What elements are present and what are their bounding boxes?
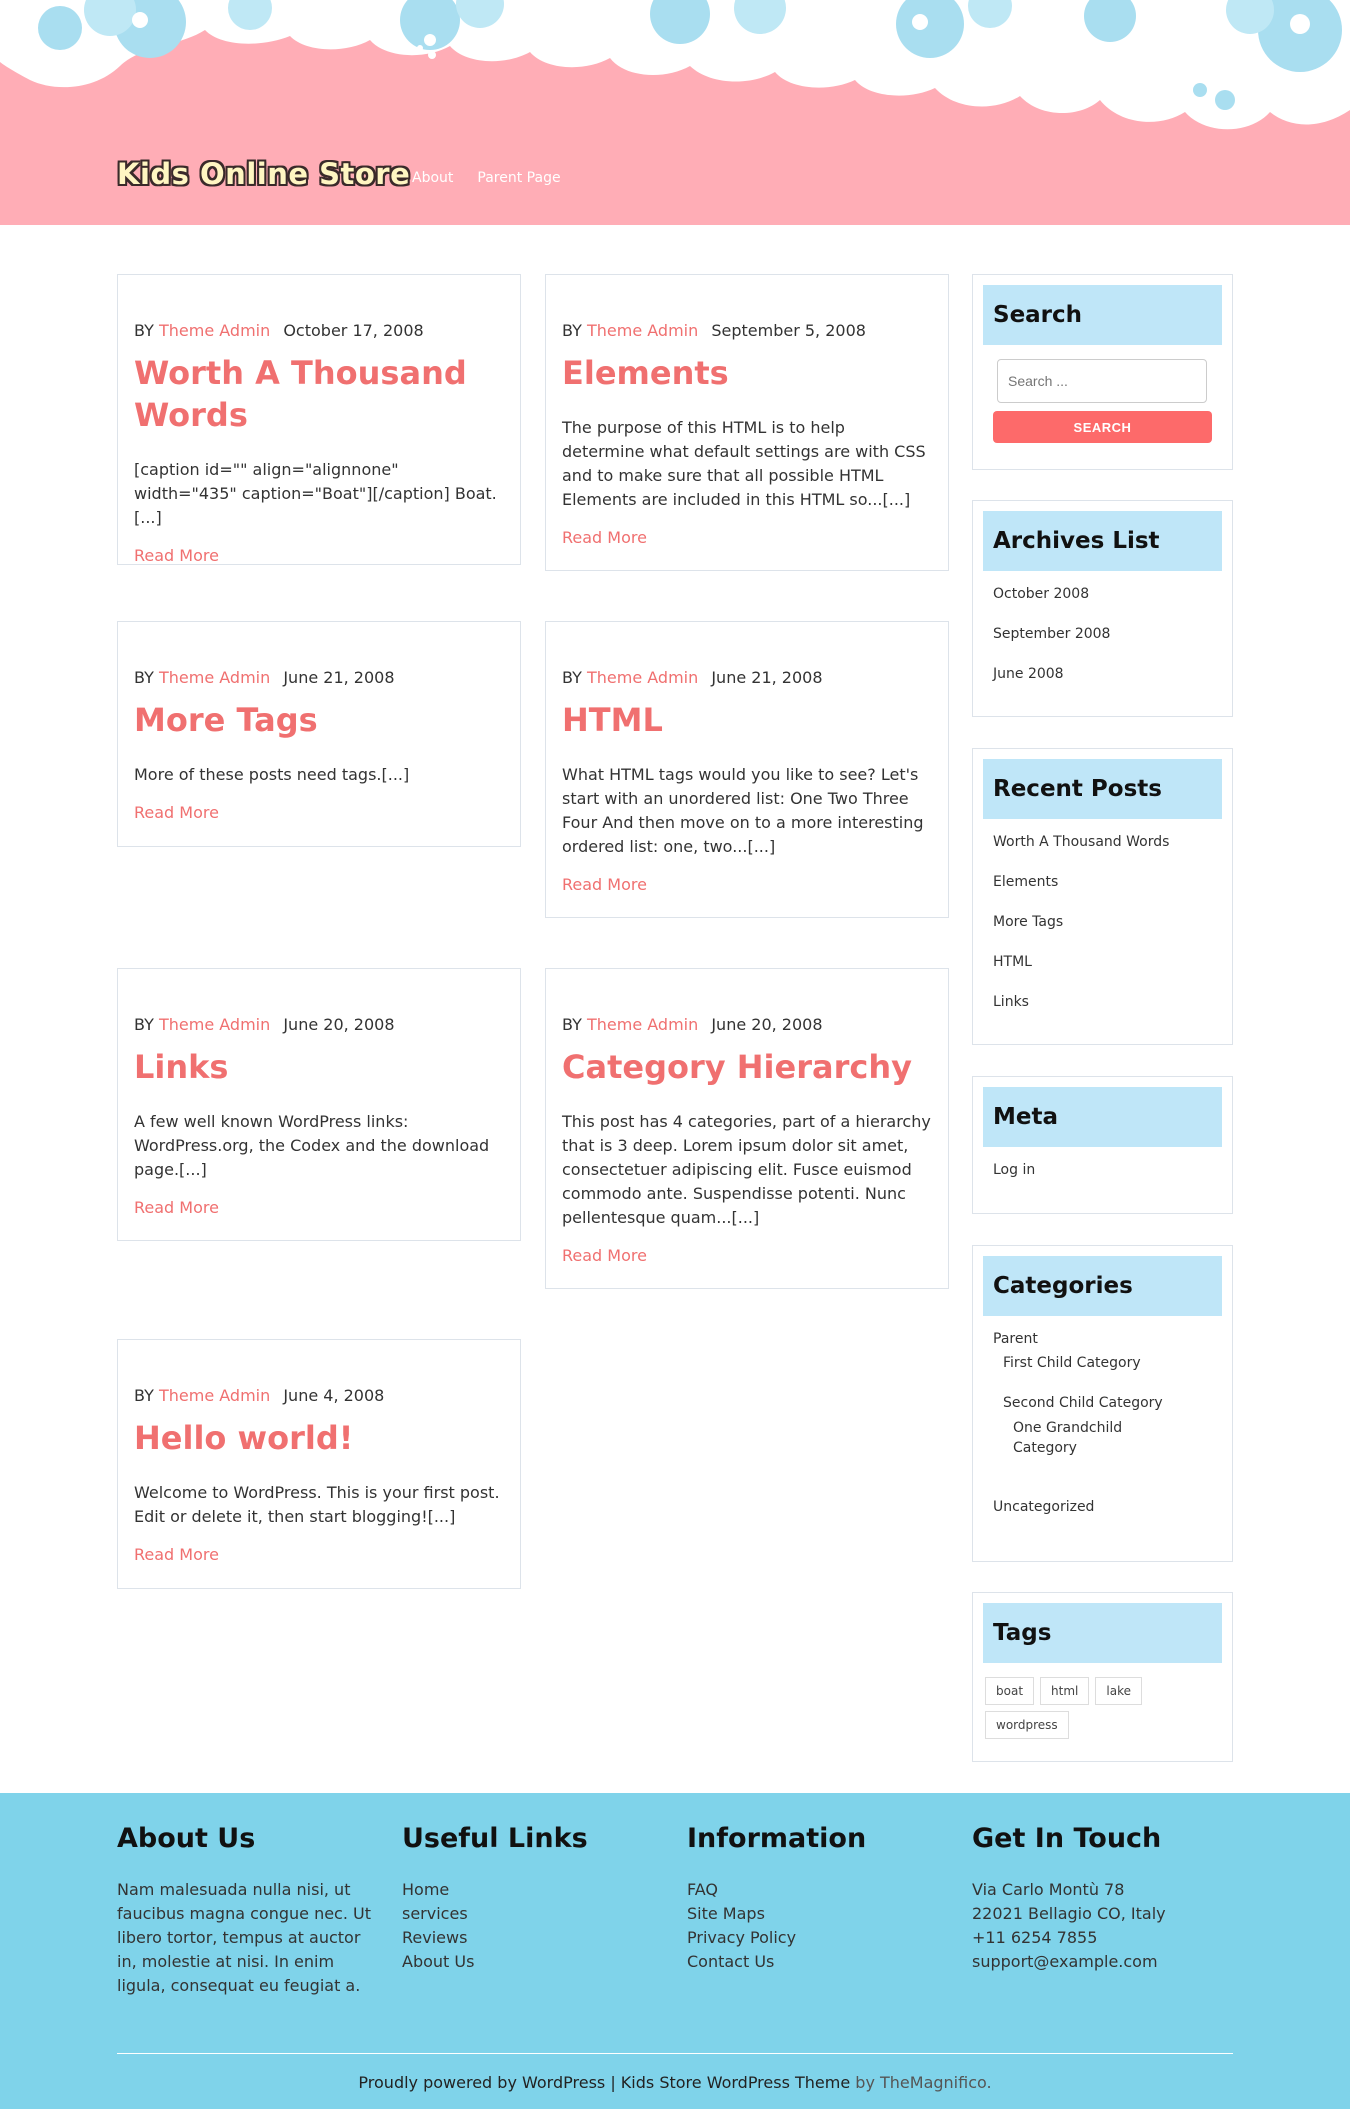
post-by-label: BY bbox=[134, 321, 154, 340]
archives-widget bbox=[972, 500, 1233, 717]
search-button[interactable]: SEARCH bbox=[993, 411, 1212, 443]
site-footer bbox=[0, 1793, 1350, 2109]
post-meta bbox=[134, 1386, 504, 1405]
recent-post-link[interactable]: HTML bbox=[993, 954, 1032, 970]
post-title[interactable]: More Tags bbox=[134, 701, 318, 739]
widget-title: Archives List bbox=[983, 511, 1222, 571]
post-title[interactable]: Hello world! bbox=[134, 1419, 354, 1457]
footer-useful-links bbox=[402, 1823, 662, 1974]
post-card bbox=[117, 274, 521, 565]
meta-widget bbox=[972, 1076, 1233, 1214]
footer-heading: About Us bbox=[117, 1823, 256, 1854]
clouds-decoration bbox=[0, 0, 1350, 150]
post-date: October 17, 2008 bbox=[283, 321, 424, 340]
archive-link[interactable]: September 2008 bbox=[993, 626, 1111, 642]
post-author-link[interactable]: Theme Admin bbox=[158, 1015, 271, 1034]
recent-post-link[interactable]: Worth A Thousand Words bbox=[993, 834, 1170, 850]
footer-link-sitemaps[interactable]: Site Maps bbox=[687, 1904, 765, 1923]
post-author-link[interactable]: Theme Admin bbox=[158, 1386, 271, 1405]
post-by-label: BY bbox=[562, 1015, 582, 1034]
post-meta bbox=[562, 668, 932, 687]
site-title[interactable]: Kids Online Store bbox=[117, 157, 411, 191]
post-meta bbox=[134, 1015, 504, 1034]
category-uncategorized[interactable]: Uncategorized bbox=[993, 1499, 1095, 1515]
theme-link[interactable]: Kids Store WordPress Theme bbox=[620, 2073, 851, 2092]
recent-post-link[interactable]: More Tags bbox=[993, 914, 1064, 930]
nav-about[interactable]: About bbox=[412, 170, 454, 186]
post-title[interactable]: HTML bbox=[562, 701, 663, 739]
post-by-label: BY bbox=[134, 1386, 154, 1405]
post-card bbox=[545, 274, 949, 571]
read-more-link[interactable]: Read More bbox=[134, 803, 219, 822]
widget-title: Tags bbox=[983, 1603, 1222, 1663]
post-date: June 21, 2008 bbox=[711, 668, 823, 687]
post-card bbox=[117, 621, 521, 847]
post-by-label: BY bbox=[134, 1015, 154, 1034]
login-link[interactable]: Log in bbox=[993, 1162, 1036, 1178]
tag-link[interactable]: boat bbox=[985, 1677, 1034, 1705]
post-card bbox=[117, 1339, 521, 1589]
archive-link[interactable]: June 2008 bbox=[993, 666, 1064, 682]
post-author-link[interactable]: Theme Admin bbox=[158, 321, 271, 340]
recent-posts-widget bbox=[972, 748, 1233, 1045]
category-parent[interactable]: Parent bbox=[993, 1331, 1038, 1347]
post-date: September 5, 2008 bbox=[711, 321, 866, 340]
post-excerpt: The purpose of this HTML is to help determine what default settings are with CSS and to make sure that all possible HTML Elements are included in this HTML so...[...] bbox=[562, 418, 926, 509]
post-excerpt: What HTML tags would you like to see? Let's start with an unordered list: One Two Three Four And then move on to a more interesting ordered list: one, two...[...] bbox=[562, 765, 924, 856]
footer-link-contact[interactable]: Contact Us bbox=[687, 1952, 775, 1971]
archive-link[interactable]: October 2008 bbox=[993, 586, 1090, 602]
credit-author: by TheMagnifico. bbox=[850, 2073, 992, 2092]
read-more-link[interactable]: Read More bbox=[134, 1198, 219, 1217]
post-meta bbox=[562, 1015, 932, 1034]
footer-link-faq[interactable]: FAQ bbox=[687, 1880, 718, 1899]
category-second-child[interactable]: Second Child Category bbox=[1003, 1395, 1163, 1411]
search-widget bbox=[972, 274, 1233, 470]
read-more-link[interactable]: Read More bbox=[562, 875, 647, 894]
post-meta bbox=[562, 321, 932, 340]
credit-separator: | bbox=[605, 2073, 621, 2092]
contact-address: Via Carlo Montù 78 bbox=[972, 1880, 1125, 1899]
search-input[interactable] bbox=[997, 359, 1207, 403]
read-more-link[interactable]: Read More bbox=[134, 1545, 219, 1564]
category-grandchild[interactable]: One Grandchild Category bbox=[1013, 1420, 1123, 1456]
site-header bbox=[0, 0, 1350, 225]
post-excerpt: [caption id="" align="alignnone" width="435" caption="Boat"][/caption] Boat.[...] bbox=[134, 460, 497, 527]
post-by-label: BY bbox=[134, 668, 154, 687]
footer-information bbox=[687, 1823, 947, 1974]
footer-link-privacy[interactable]: Privacy Policy bbox=[687, 1928, 797, 1947]
read-more-link[interactable]: Read More bbox=[562, 528, 647, 547]
footer-divider bbox=[117, 2053, 1233, 2054]
post-author-link[interactable]: Theme Admin bbox=[158, 668, 271, 687]
tag-link[interactable]: lake bbox=[1095, 1677, 1142, 1705]
read-more-link[interactable]: Read More bbox=[134, 546, 219, 565]
widget-title: Categories bbox=[983, 1256, 1222, 1316]
tags-widget bbox=[972, 1592, 1233, 1762]
post-card bbox=[545, 621, 949, 918]
post-author-link[interactable]: Theme Admin bbox=[586, 321, 699, 340]
post-author-link[interactable]: Theme Admin bbox=[586, 668, 699, 687]
footer-credit bbox=[0, 2073, 1350, 2092]
post-title[interactable]: Links bbox=[134, 1048, 229, 1086]
footer-get-in-touch bbox=[972, 1823, 1232, 1974]
contact-city: 22021 Bellagio CO, Italy bbox=[972, 1904, 1166, 1923]
post-author-link[interactable]: Theme Admin bbox=[586, 1015, 699, 1034]
primary-nav bbox=[412, 170, 561, 186]
post-card bbox=[117, 968, 521, 1241]
footer-link-services[interactable]: services bbox=[402, 1904, 468, 1923]
footer-about bbox=[117, 1823, 377, 1998]
post-date: June 20, 2008 bbox=[283, 1015, 395, 1034]
footer-heading: Useful Links bbox=[402, 1823, 588, 1854]
read-more-link[interactable]: Read More bbox=[562, 1246, 647, 1265]
post-by-label: BY bbox=[562, 668, 582, 687]
tag-link[interactable]: html bbox=[1040, 1677, 1089, 1705]
post-excerpt: A few well known WordPress links: WordPress.org, the Codex and the download page.[...] bbox=[134, 1112, 490, 1179]
footer-about-text: Nam malesuada nulla nisi, ut faucibus magna congue nec. Ut libero tortor, tempus at auctor in, molestie at nisi. In enim ligula, consequat eu feugiat a. bbox=[117, 1880, 372, 1995]
powered-by-link[interactable]: Proudly powered by WordPress bbox=[358, 2073, 606, 2092]
widget-title: Meta bbox=[983, 1087, 1222, 1147]
post-title[interactable]: Elements bbox=[562, 354, 729, 392]
post-excerpt: This post has 4 categories, part of a hierarchy that is 3 deep. Lorem ipsum dolor sit amet, consectetuer adipiscing elit. Fusce euismod commodo ante. Suspendisse potenti. Nunc pellentesque quam...[...] bbox=[562, 1112, 931, 1227]
tag-cloud bbox=[983, 1677, 1222, 1739]
categories-widget bbox=[972, 1245, 1233, 1562]
footer-link-home[interactable]: Home bbox=[402, 1880, 450, 1899]
post-title[interactable]: Worth A Thousand Words bbox=[134, 354, 467, 434]
post-date: June 21, 2008 bbox=[283, 668, 395, 687]
category-first-child[interactable]: First Child Category bbox=[1003, 1355, 1141, 1371]
post-title[interactable]: Category Hierarchy bbox=[562, 1048, 912, 1086]
footer-heading: Information bbox=[687, 1823, 867, 1854]
recent-post-link[interactable]: Links bbox=[993, 994, 1029, 1010]
contact-phone[interactable]: +11 6254 7855 bbox=[972, 1928, 1098, 1947]
footer-link-reviews[interactable]: Reviews bbox=[402, 1928, 468, 1947]
post-excerpt: More of these posts need tags.[...] bbox=[134, 765, 410, 784]
nav-parent-page[interactable]: Parent Page bbox=[477, 170, 561, 186]
post-date: June 4, 2008 bbox=[283, 1386, 385, 1405]
post-meta bbox=[134, 668, 504, 687]
widget-title: Recent Posts bbox=[983, 759, 1222, 819]
post-meta bbox=[134, 321, 504, 340]
post-excerpt: Welcome to WordPress. This is your first post. Edit or delete it, then start blogging![...] bbox=[134, 1483, 500, 1526]
post-by-label: BY bbox=[562, 321, 582, 340]
footer-link-about[interactable]: About Us bbox=[402, 1952, 475, 1971]
recent-post-link[interactable]: Elements bbox=[993, 874, 1059, 890]
post-date: June 20, 2008 bbox=[711, 1015, 823, 1034]
contact-email[interactable]: support@example.com bbox=[972, 1952, 1158, 1971]
tag-link[interactable]: wordpress bbox=[985, 1711, 1069, 1739]
widget-title: Search bbox=[983, 285, 1222, 345]
footer-heading: Get In Touch bbox=[972, 1823, 1162, 1854]
post-card bbox=[545, 968, 949, 1289]
